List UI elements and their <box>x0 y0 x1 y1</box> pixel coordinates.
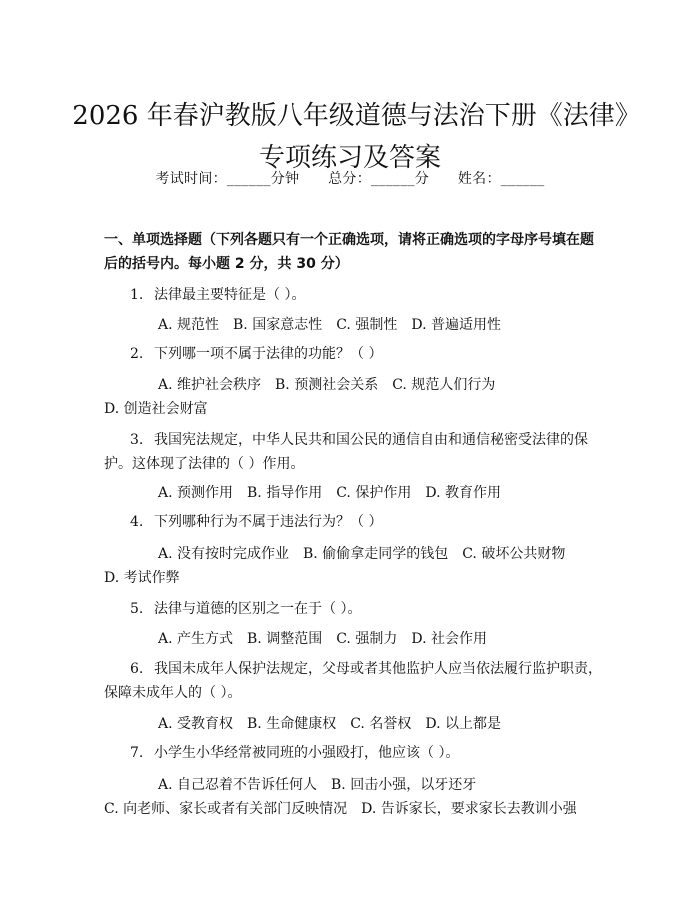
question-7 <box>104 741 604 765</box>
page-title: 2026 年春沪教版八年级道德与法治下册《法律》专项练习及答案 <box>72 101 628 174</box>
question-4 <box>104 510 604 534</box>
question-text: 下列哪一项不属于法律的功能？（ ） <box>154 346 383 362</box>
question-6 <box>104 657 604 705</box>
question-text: 法律与道德的区别之一在于（ ）。 <box>154 601 362 617</box>
option-b: B. 指导作用 <box>247 485 323 501</box>
question-1 <box>104 283 604 307</box>
exam-time-field: 考试时间：______分钟 <box>155 171 300 187</box>
option-b: B. 生命健康权 <box>247 716 337 732</box>
option-d: D. 普遍适用性 <box>411 317 501 333</box>
question-number: 3. <box>130 432 144 448</box>
question-text: 法律最主要特征是（ ）。 <box>154 287 306 303</box>
question-number: 6. <box>130 661 144 677</box>
question-number: 4. <box>130 514 144 530</box>
option-b: B. 调整范围 <box>247 631 323 647</box>
question-text: 我国宪法规定，中华人民共和国公民的通信自由和通信秘密受法律的保护。这体现了法律的（ ）作用。 <box>104 432 588 472</box>
question-3-options <box>104 481 604 505</box>
option-d: D. 考试作弊 <box>104 570 180 586</box>
option-d: D. 以上都是 <box>425 716 501 732</box>
option-c: C. 规范人们行为 <box>392 377 496 393</box>
question-number: 7. <box>130 745 144 761</box>
option-a: A. 规范性 <box>158 317 220 333</box>
option-a: A. 没有按时完成作业 <box>158 546 290 562</box>
question-4-options <box>104 542 604 590</box>
total-score-field: 总分：______分 <box>328 171 430 187</box>
option-c: C. 强制性 <box>336 317 398 333</box>
exam-meta <box>0 168 700 188</box>
question-7-options <box>104 773 604 821</box>
question-5-options <box>104 627 604 651</box>
section-heading: 一、单项选择题（下列各题只有一个正确选项，请将正确选项的字母序号填在题后的括号内。每小题 2 分，共 30 分） <box>104 232 594 272</box>
question-text: 我国未成年人保护法规定，父母或者其他监护人应当依法履行监护职责，保障未成年人的（ ）。 <box>104 661 602 701</box>
option-c: C. 强制力 <box>336 631 398 647</box>
option-d: D. 创造社会财富 <box>104 401 208 417</box>
option-a: A. 预测作用 <box>158 485 234 501</box>
option-a: A. 维护社会秩序 <box>158 377 262 393</box>
question-3 <box>104 428 604 476</box>
option-d: D. 告诉家长，要求家长去教训小强 <box>361 801 577 817</box>
option-c: C. 名誉权 <box>350 716 412 732</box>
question-text: 小学生小华经常被同班的小强殴打，他应该（ ）。 <box>154 745 460 761</box>
option-b: B. 国家意志性 <box>233 317 323 333</box>
option-d: D. 社会作用 <box>411 631 487 647</box>
question-5 <box>104 597 604 621</box>
question-number: 2. <box>130 346 144 362</box>
option-c: C. 向老师、家长或者有关部门反映情况 <box>104 801 348 817</box>
option-c: C. 破坏公共财物 <box>462 546 566 562</box>
question-6-options <box>104 712 604 736</box>
question-2 <box>104 342 604 366</box>
option-a: A. 产生方式 <box>158 631 234 647</box>
option-b: B. 回击小强，以牙还牙 <box>331 777 477 793</box>
question-number: 5. <box>130 601 144 617</box>
question-text: 下列哪种行为不属于违法行为？（ ） <box>154 514 383 530</box>
question-2-options <box>104 373 604 421</box>
question-1-options <box>104 313 604 337</box>
student-name-field: 姓名：______ <box>457 171 545 187</box>
option-c: C. 保护作用 <box>336 485 412 501</box>
option-d: D. 教育作用 <box>425 485 501 501</box>
option-b: B. 预测社会关系 <box>275 377 379 393</box>
question-number: 1. <box>130 287 144 303</box>
option-a: A. 自己忍着不告诉任何人 <box>158 777 318 793</box>
option-b: B. 偷偷拿走同学的钱包 <box>303 546 449 562</box>
option-a: A. 受教育权 <box>158 716 234 732</box>
